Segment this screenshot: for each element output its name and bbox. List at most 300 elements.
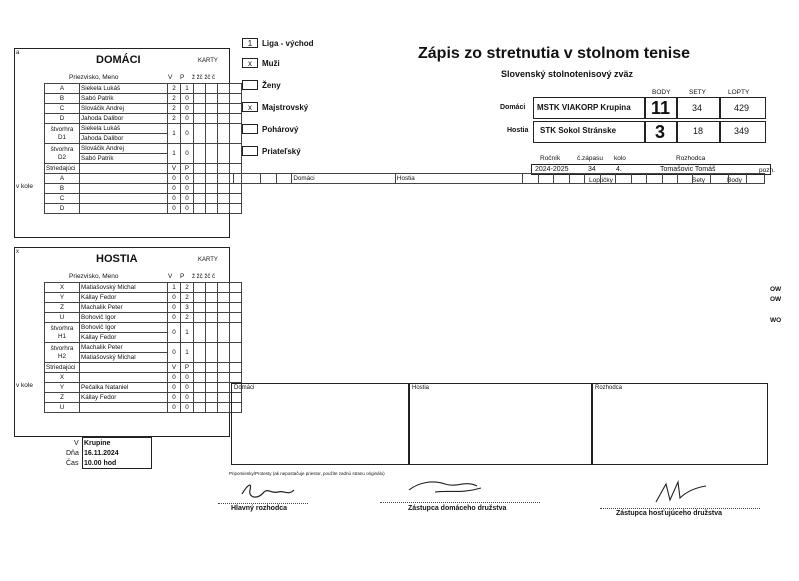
subs-blank: [80, 363, 168, 373]
away-label: Hostia: [507, 127, 529, 134]
venue-place: Krupine: [84, 440, 111, 447]
sub-letter: C: [45, 194, 80, 204]
player-losses: 2: [181, 313, 194, 323]
meta-value-rozhodca: Tomašovic Tomáš: [660, 166, 716, 173]
doubles-wins: 1: [168, 144, 181, 164]
card-cell: [194, 313, 206, 323]
matches-head-b: [276, 174, 291, 184]
sub-letter: Z: [45, 393, 80, 403]
match-note: OW: [770, 286, 782, 294]
home-title: DOMÁCI: [96, 54, 141, 66]
category-checkbox-4[interactable]: [242, 146, 258, 156]
player-name: Siekela Lukáš: [80, 84, 168, 94]
doubles-losses: 1: [181, 343, 194, 363]
card-cell: [194, 84, 206, 94]
card-cell: [206, 393, 218, 403]
card-cell: [230, 204, 242, 214]
matches-head-ball: [538, 174, 553, 184]
card-cell: [230, 104, 242, 114]
card-cell: [206, 174, 218, 184]
home-lopty: 429: [734, 103, 750, 113]
sub-row: [45, 204, 242, 214]
sub-name: [80, 204, 168, 214]
player-letter: Y: [45, 293, 80, 303]
card-cell: [206, 104, 218, 114]
card-cell: [218, 343, 230, 363]
player-name: Jahoda Dalibor: [80, 114, 168, 124]
matches-head-home: Domáci: [292, 174, 396, 184]
home-sub-label: v kole: [16, 183, 33, 190]
home-karty: KARTY: [198, 58, 218, 64]
card-cell: [206, 323, 218, 343]
away-rep-sign-label: Zástupca hosťujúceho družstva: [616, 510, 723, 517]
card-cell: [206, 84, 218, 94]
home-corner: a: [16, 50, 20, 56]
score-head-sety: SETY: [689, 89, 706, 96]
home-sety: 34: [692, 103, 703, 113]
card-cell: [206, 373, 218, 383]
card-cell: [218, 393, 230, 403]
home-rep-sign-line: [380, 502, 540, 503]
sub-name: Kállay Fedor: [80, 393, 168, 403]
home-players-table: [44, 83, 242, 214]
matches-header-row: [234, 174, 765, 184]
card-cell: [230, 94, 242, 104]
card-cell: [230, 194, 242, 204]
sub-wins: 0: [168, 194, 181, 204]
card-cell: [230, 323, 242, 343]
player-wins: 2: [168, 84, 181, 94]
card-cell: [194, 383, 206, 393]
away-sety: 18: [693, 126, 704, 136]
player-name: Bohovič Igor: [80, 313, 168, 323]
card-cell: [194, 363, 206, 373]
doubles-row: [45, 124, 242, 134]
player-row: [45, 293, 242, 303]
doubles-row: [45, 343, 242, 353]
card-cell: [230, 114, 242, 124]
notes-rozhodca-box: [592, 383, 768, 465]
card-cell: [206, 343, 218, 363]
player-losses: 0: [181, 114, 194, 124]
doubles-player-2: Jahoda Dalibor: [80, 134, 168, 144]
subs-header-row: [45, 363, 242, 373]
away-col-v: V: [168, 273, 173, 280]
notes-rozhodca-label: Rozhodca: [595, 385, 623, 391]
card-cell: [206, 383, 218, 393]
category-label-3: Pohárový: [262, 125, 299, 134]
player-name: Slováčik Andrej: [80, 104, 168, 114]
card-cell: [194, 164, 206, 174]
doubles-player-2: Matiašovský Michal: [80, 353, 168, 363]
sub-wins: 0: [168, 204, 181, 214]
card-cell: [230, 313, 242, 323]
card-cell: [206, 293, 218, 303]
match-note: WO: [770, 316, 782, 324]
home-col-cards: ž žč žč č: [192, 75, 216, 81]
player-losses: 2: [181, 293, 194, 303]
matches-head-s2: [711, 174, 729, 184]
sub-letter: B: [45, 184, 80, 194]
sub-letter: Y: [45, 383, 80, 393]
doubles-row: [45, 144, 242, 154]
card-cell: [206, 144, 218, 164]
card-cell: [218, 104, 230, 114]
venue-time: 10.00 hod: [84, 460, 117, 467]
matches-head-ball: [585, 174, 600, 184]
matches-head-b2: [746, 174, 764, 184]
matches-head-ball: [616, 174, 631, 184]
card-cell: [194, 194, 206, 204]
doubles-label: štvorhra D2: [45, 144, 80, 164]
card-cell: [194, 293, 206, 303]
matches-head-ball: [523, 174, 538, 184]
player-losses: 1: [181, 84, 194, 94]
player-row: [45, 84, 242, 94]
meta-label-rozhodca: Rozhodca: [676, 155, 706, 162]
card-cell: [194, 373, 206, 383]
meta-value-rocnik: 2024-2025: [535, 166, 569, 173]
card-cell: [206, 363, 218, 373]
card-cell: [218, 383, 230, 393]
sub-row: [45, 194, 242, 204]
sub-losses: 0: [181, 383, 194, 393]
card-cell: [206, 184, 218, 194]
card-cell: [218, 184, 230, 194]
page-title: Zápis zo stretnutia v stolnom tenise: [418, 45, 691, 62]
category-label-0: Muži: [262, 59, 280, 68]
doubles-wins: 1: [168, 124, 181, 144]
sub-wins: 0: [168, 174, 181, 184]
card-cell: [206, 313, 218, 323]
card-cell: [230, 293, 242, 303]
category-label-1: Ženy: [262, 81, 281, 90]
card-cell: [230, 343, 242, 363]
card-cell: [230, 164, 242, 174]
player-row: [45, 303, 242, 313]
sub-letter: X: [45, 373, 80, 383]
away-body: 3: [655, 122, 666, 142]
away-col-p: P: [180, 273, 185, 280]
venue-date-label: Dňa: [66, 450, 79, 457]
player-losses: 3: [181, 303, 194, 313]
sub-wins: 0: [168, 373, 181, 383]
away-title: HOSTIA: [96, 253, 138, 265]
matches-head-s1: [693, 174, 711, 184]
card-cell: [218, 194, 230, 204]
away-rep-signature: [650, 478, 720, 508]
sub-row: [45, 393, 242, 403]
away-sub-label: v kole: [16, 382, 33, 389]
card-cell: [218, 293, 230, 303]
card-cell: [194, 303, 206, 313]
meta-value-kolo: 4.: [616, 166, 622, 173]
doubles-losses: 0: [181, 124, 194, 144]
home-rep-sign-label: Zástupca domáceho družstva: [408, 505, 507, 512]
sub-wins: 0: [168, 383, 181, 393]
notes-hostia-box: [409, 383, 592, 465]
matches-table: [233, 173, 765, 184]
category-label-2: Majstrovský: [262, 103, 309, 112]
sub-letter: D: [45, 204, 80, 214]
player-losses: 0: [181, 94, 194, 104]
player-letter: Z: [45, 303, 80, 313]
card-cell: [218, 164, 230, 174]
sub-losses: 0: [181, 194, 194, 204]
matches-head-ball: [554, 174, 569, 184]
sub-name: [80, 174, 168, 184]
sub-row: [45, 174, 242, 184]
card-cell: [206, 124, 218, 144]
player-row: [45, 283, 242, 293]
card-cell: [230, 363, 242, 373]
referee-sign-label: Hlavný rozhodca: [231, 505, 288, 512]
league-number-box: 1: [242, 38, 258, 48]
card-cell: [218, 313, 230, 323]
away-col-name: Priezvisko, Meno: [69, 273, 119, 280]
doubles-player-2: Sabó Patrik: [80, 154, 168, 164]
card-cell: [230, 124, 242, 144]
sub-name: [80, 194, 168, 204]
card-cell: [230, 84, 242, 94]
card-cell: [206, 303, 218, 313]
page-subtitle: Slovenský stolnotenisový zväz: [501, 69, 634, 79]
doubles-player-2: Kállay Fedor: [80, 333, 168, 343]
sub-letter: U: [45, 403, 80, 413]
doubles-player-1: Bohovič Igor: [80, 323, 168, 333]
category-checkbox-0[interactable]: x: [242, 58, 258, 68]
subs-title: Striedajúci: [45, 164, 80, 174]
doubles-row: [45, 323, 242, 333]
player-letter: B: [45, 94, 80, 104]
subs-blank: [80, 164, 168, 174]
card-cell: [218, 403, 230, 413]
home-col-v: V: [168, 74, 173, 81]
matches-head-ball: [662, 174, 677, 184]
away-corner: x: [16, 249, 19, 255]
card-cell: [230, 303, 242, 313]
player-letter: U: [45, 313, 80, 323]
subs-col-p: P: [181, 363, 194, 373]
card-cell: [218, 144, 230, 164]
doubles-player-1: Siekela Lukáš: [80, 124, 168, 134]
card-cell: [194, 204, 206, 214]
card-cell: [230, 184, 242, 194]
player-wins: 2: [168, 94, 181, 104]
meta-body: Body: [727, 177, 742, 184]
venue-time-label: Čas: [66, 460, 79, 467]
card-cell: [218, 283, 230, 293]
matches-head-ball: [677, 174, 692, 184]
doubles-losses: 0: [181, 144, 194, 164]
player-name: Kállay Fedor: [80, 293, 168, 303]
sub-wins: 0: [168, 393, 181, 403]
doubles-wins: 0: [168, 343, 181, 363]
sub-losses: 0: [181, 184, 194, 194]
match-note: OW: [770, 296, 782, 304]
matches-head-ball: [600, 174, 615, 184]
player-row: [45, 104, 242, 114]
away-team-name: STK Sokol Stránske: [540, 126, 617, 135]
away-karty: KARTY: [198, 257, 218, 263]
away-rep-sign-line: [600, 508, 760, 509]
player-name: Matiašovský Michal: [80, 283, 168, 293]
subs-col-v: V: [168, 363, 181, 373]
card-cell: [230, 283, 242, 293]
away-lopty: 349: [734, 126, 750, 136]
sub-losses: 0: [181, 373, 194, 383]
card-cell: [206, 194, 218, 204]
home-col-p: P: [180, 74, 185, 81]
matches-head-a: [261, 174, 276, 184]
card-cell: [206, 94, 218, 104]
subs-title: Striedajúci: [45, 363, 80, 373]
card-cell: [206, 204, 218, 214]
sub-name: [80, 373, 168, 383]
player-wins: 0: [168, 293, 181, 303]
home-team-name: MSTK VIAKORP Krupina: [537, 103, 631, 112]
card-cell: [218, 174, 230, 184]
player-letter: X: [45, 283, 80, 293]
notes-hostia-label: Hostia: [412, 385, 430, 391]
card-cell: [194, 323, 206, 343]
sub-name: [80, 184, 168, 194]
card-cell: [194, 174, 206, 184]
player-wins: 2: [168, 104, 181, 114]
home-label: Domáci: [500, 104, 526, 111]
sub-row: [45, 383, 242, 393]
card-cell: [194, 283, 206, 293]
card-cell: [218, 124, 230, 144]
sub-row: [45, 403, 242, 413]
venue-date: 16.11.2024: [84, 450, 119, 457]
subs-col-p: P: [181, 164, 194, 174]
meta-label-zapas: č.zápasu: [577, 155, 604, 162]
matches-head-kolo: [234, 174, 261, 184]
player-wins: 2: [168, 114, 181, 124]
card-cell: [218, 114, 230, 124]
card-cell: [218, 84, 230, 94]
notes-domaci-box: [231, 383, 409, 465]
player-losses: 2: [181, 283, 194, 293]
card-cell: [194, 94, 206, 104]
card-cell: [206, 283, 218, 293]
matches-head-ball: [631, 174, 646, 184]
card-cell: [230, 144, 242, 164]
subs-header-row: [45, 164, 242, 174]
player-row: [45, 94, 242, 104]
card-cell: [218, 204, 230, 214]
player-letter: D: [45, 114, 80, 124]
card-cell: [194, 114, 206, 124]
card-cell: [194, 144, 206, 164]
player-name: Sabó Patrik: [80, 94, 168, 104]
sub-row: [45, 373, 242, 383]
home-rep-signature: [405, 476, 485, 500]
meta-lopticky: Loptičky: [589, 177, 613, 184]
player-losses: 0: [181, 104, 194, 114]
meta-label-rocnik: Ročník: [540, 155, 561, 162]
card-cell: [218, 363, 230, 373]
player-letter: A: [45, 84, 80, 94]
sub-name: Pečalka Nataniel: [80, 383, 168, 393]
card-cell: [218, 373, 230, 383]
sub-losses: 0: [181, 204, 194, 214]
matches-head-b1: [729, 174, 747, 184]
doubles-label: štvorhra H2: [45, 343, 80, 363]
home-col-name: Priezvisko, Meno: [69, 74, 119, 81]
card-cell: [194, 393, 206, 403]
matches-head-away: Hostia: [395, 174, 522, 184]
card-cell: [230, 373, 242, 383]
league-label: Liga - východ: [262, 39, 314, 48]
player-row: [45, 313, 242, 323]
meta-sety: Sety: [692, 177, 706, 184]
score-head-body: BODY: [652, 89, 671, 96]
doubles-label: štvorhra D1: [45, 124, 80, 144]
card-cell: [194, 403, 206, 413]
player-row: [45, 114, 242, 124]
doubles-losses: 1: [181, 323, 194, 343]
score-head-lopty: LOPTY: [728, 89, 750, 96]
player-wins: 0: [168, 313, 181, 323]
away-col-cards: ž žč žč č: [192, 274, 216, 280]
card-cell: [218, 94, 230, 104]
card-cell: [194, 124, 206, 144]
category-checkbox-1[interactable]: [242, 80, 258, 90]
sub-name: [80, 403, 168, 413]
home-body: 11: [651, 98, 671, 118]
card-cell: [206, 403, 218, 413]
sub-wins: 0: [168, 403, 181, 413]
matches-head-ball: [647, 174, 662, 184]
card-cell: [218, 323, 230, 343]
doubles-player-1: Slováčik Andrej: [80, 144, 168, 154]
player-wins: 0: [168, 303, 181, 313]
sub-losses: 0: [181, 393, 194, 403]
away-players-table: [44, 282, 242, 413]
matches-head-ball: [569, 174, 584, 184]
sub-losses: 0: [181, 403, 194, 413]
player-name: Machalik Peter: [80, 303, 168, 313]
referee-signature: [238, 478, 298, 504]
sub-losses: 0: [181, 174, 194, 184]
category-checkbox-2[interactable]: x: [242, 102, 258, 112]
card-cell: [194, 343, 206, 363]
doubles-wins: 0: [168, 323, 181, 343]
referee-sign-line: [218, 503, 308, 504]
meta-value-zapas: 34: [588, 166, 596, 173]
card-cell: [206, 114, 218, 124]
category-checkbox-3[interactable]: [242, 124, 258, 134]
subs-col-v: V: [168, 164, 181, 174]
venue-v-label: V: [74, 440, 79, 447]
card-cell: [194, 184, 206, 194]
doubles-player-1: Machalik Peter: [80, 343, 168, 353]
meta-pozn: pozn.: [759, 167, 775, 174]
category-label-4: Priateľský: [262, 147, 301, 156]
doubles-label: štvorhra H1: [45, 323, 80, 343]
sub-wins: 0: [168, 184, 181, 194]
card-cell: [206, 164, 218, 174]
notes-protest: Pripomienky/Protesty (ak nepostačuje priestor, použite zadnú stranu originálu): [229, 471, 385, 476]
card-cell: [218, 303, 230, 313]
card-cell: [194, 104, 206, 114]
sub-letter: A: [45, 174, 80, 184]
player-wins: 1: [168, 283, 181, 293]
sub-row: [45, 184, 242, 194]
meta-label-kolo: kolo: [614, 155, 626, 162]
